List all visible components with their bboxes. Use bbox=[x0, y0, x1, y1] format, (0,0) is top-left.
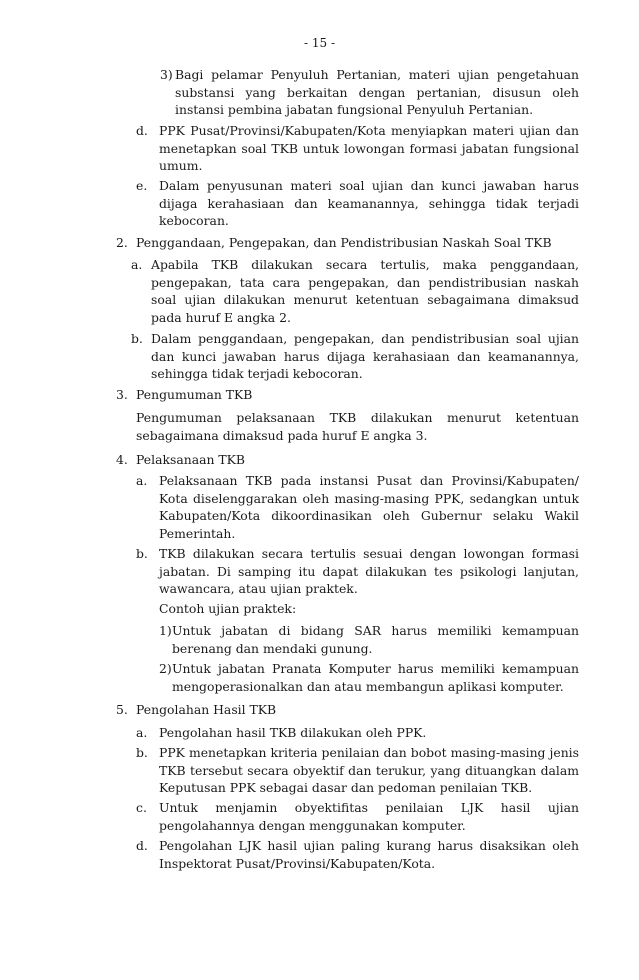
item-text: Dalam penggandaan, pengepakan, dan pendistribusian soal ujian dan kunci jawaban harus dijaga kerahasiaan dan keamanannya, sehingga tidak terjadi kebocoran. bbox=[151, 331, 579, 382]
example-marker: 2) bbox=[159, 661, 172, 676]
item-text: TKB dilakukan secara tertulis sesuai dengan lowongan formasi jabatan. Di samping itu dapat dilakukan tes psikologi lanjutan, wawancara, atau ujian praktek. bbox=[159, 546, 579, 597]
item-marker: 3) bbox=[160, 67, 173, 82]
item-text: Bagi pelamar Penyuluh Pertanian, materi ujian pengetahuan substansi yang berkaitan dengan pertanian, disusun oleh instansi pembina jabatan fungsional Penyuluh Pertanian. bbox=[175, 67, 579, 118]
section-number: 3. bbox=[116, 387, 128, 402]
item-text: Pelaksanaan TKB pada instansi Pusat dan Provinsi/Kabupaten/ Kota diselenggarakan oleh masing-masing PPK, sedangkan untuk Kabupaten/Kota dikoordinasikan oleh Gubernur selaku Wakil Pemerintah. bbox=[159, 473, 579, 541]
item-text: Pengolahan hasil TKB dilakukan oleh PPK. bbox=[159, 725, 427, 740]
section-heading: Penggandaan, Pengepakan, dan Pendistribusian Naskah Soal TKB bbox=[136, 235, 552, 250]
section-heading: Pengumuman TKB bbox=[136, 387, 253, 402]
item-text: PPK Pusat/Provinsi/Kabupaten/Kota menyiapkan materi ujian dan menetapkan soal TKB untuk lowongan formasi jabatan fungsional umum. bbox=[159, 123, 579, 174]
example-label: Contoh ujian praktek: bbox=[159, 601, 297, 616]
page-number: - 15 - bbox=[303, 36, 335, 50]
item-text: PPK menetapkan kriteria penilaian dan bobot masing-masing jenis TKB tersebut secara obyektif dan terukur, yang dituangkan dalam Keputusan PPK sebagai dasar dan pedoman penilaian TKB. bbox=[159, 745, 579, 796]
item-marker: d. bbox=[136, 838, 148, 853]
item-marker: a. bbox=[136, 473, 148, 488]
item-marker: a. bbox=[136, 725, 148, 740]
example-marker: 1) bbox=[159, 623, 172, 638]
item-marker: b. bbox=[136, 546, 148, 561]
example-text: Untuk jabatan di bidang SAR harus memiliki kemampuan berenang dan mendaki gunung. bbox=[172, 623, 579, 656]
section-heading: Pengolahan Hasil TKB bbox=[136, 702, 277, 717]
item-text: Apabila TKB dilakukan secara tertulis, maka penggandaan, pengepakan, tata cara pengepakan, dan pendistribusian naskah soal ujian dilakukan menurut ketentuan sebagaimana dimaksud pada huruf E angka 2. bbox=[151, 257, 579, 325]
item-marker: e. bbox=[136, 178, 148, 193]
section-body: Pengumuman pelaksanaan TKB dilakukan menurut ketentuan sebagaimana dimaksud pada huruf E angka 3. bbox=[136, 410, 579, 443]
item-text: Untuk menjamin obyektifitas penilaian LJK hasil ujian pengolahannya dengan menggunakan komputer. bbox=[159, 800, 579, 833]
item-marker: b. bbox=[131, 331, 143, 346]
item-marker: d. bbox=[136, 123, 148, 138]
item-marker: b. bbox=[136, 745, 148, 760]
item-text: Pengolahan LJK hasil ujian paling kurang harus disaksikan oleh Inspektorat Pusat/Provinsi/Kabupaten/Kota. bbox=[159, 838, 579, 871]
item-marker: a. bbox=[131, 257, 143, 272]
item-text: Dalam penyusunan materi soal ujian dan kunci jawaban harus dijaga kerahasiaan dan keamanannya, sehingga tidak terjadi kebocoran. bbox=[159, 178, 579, 229]
section-number: 2. bbox=[116, 235, 128, 250]
example-text: Untuk jabatan Pranata Komputer harus memiliki kemampuan mengoperasionalkan dan atau membangun aplikasi komputer. bbox=[172, 661, 579, 694]
item-marker: c. bbox=[136, 800, 147, 815]
section-number: 5. bbox=[116, 702, 128, 717]
section-heading: Pelaksanaan TKB bbox=[136, 452, 246, 467]
section-number: 4. bbox=[116, 452, 128, 467]
